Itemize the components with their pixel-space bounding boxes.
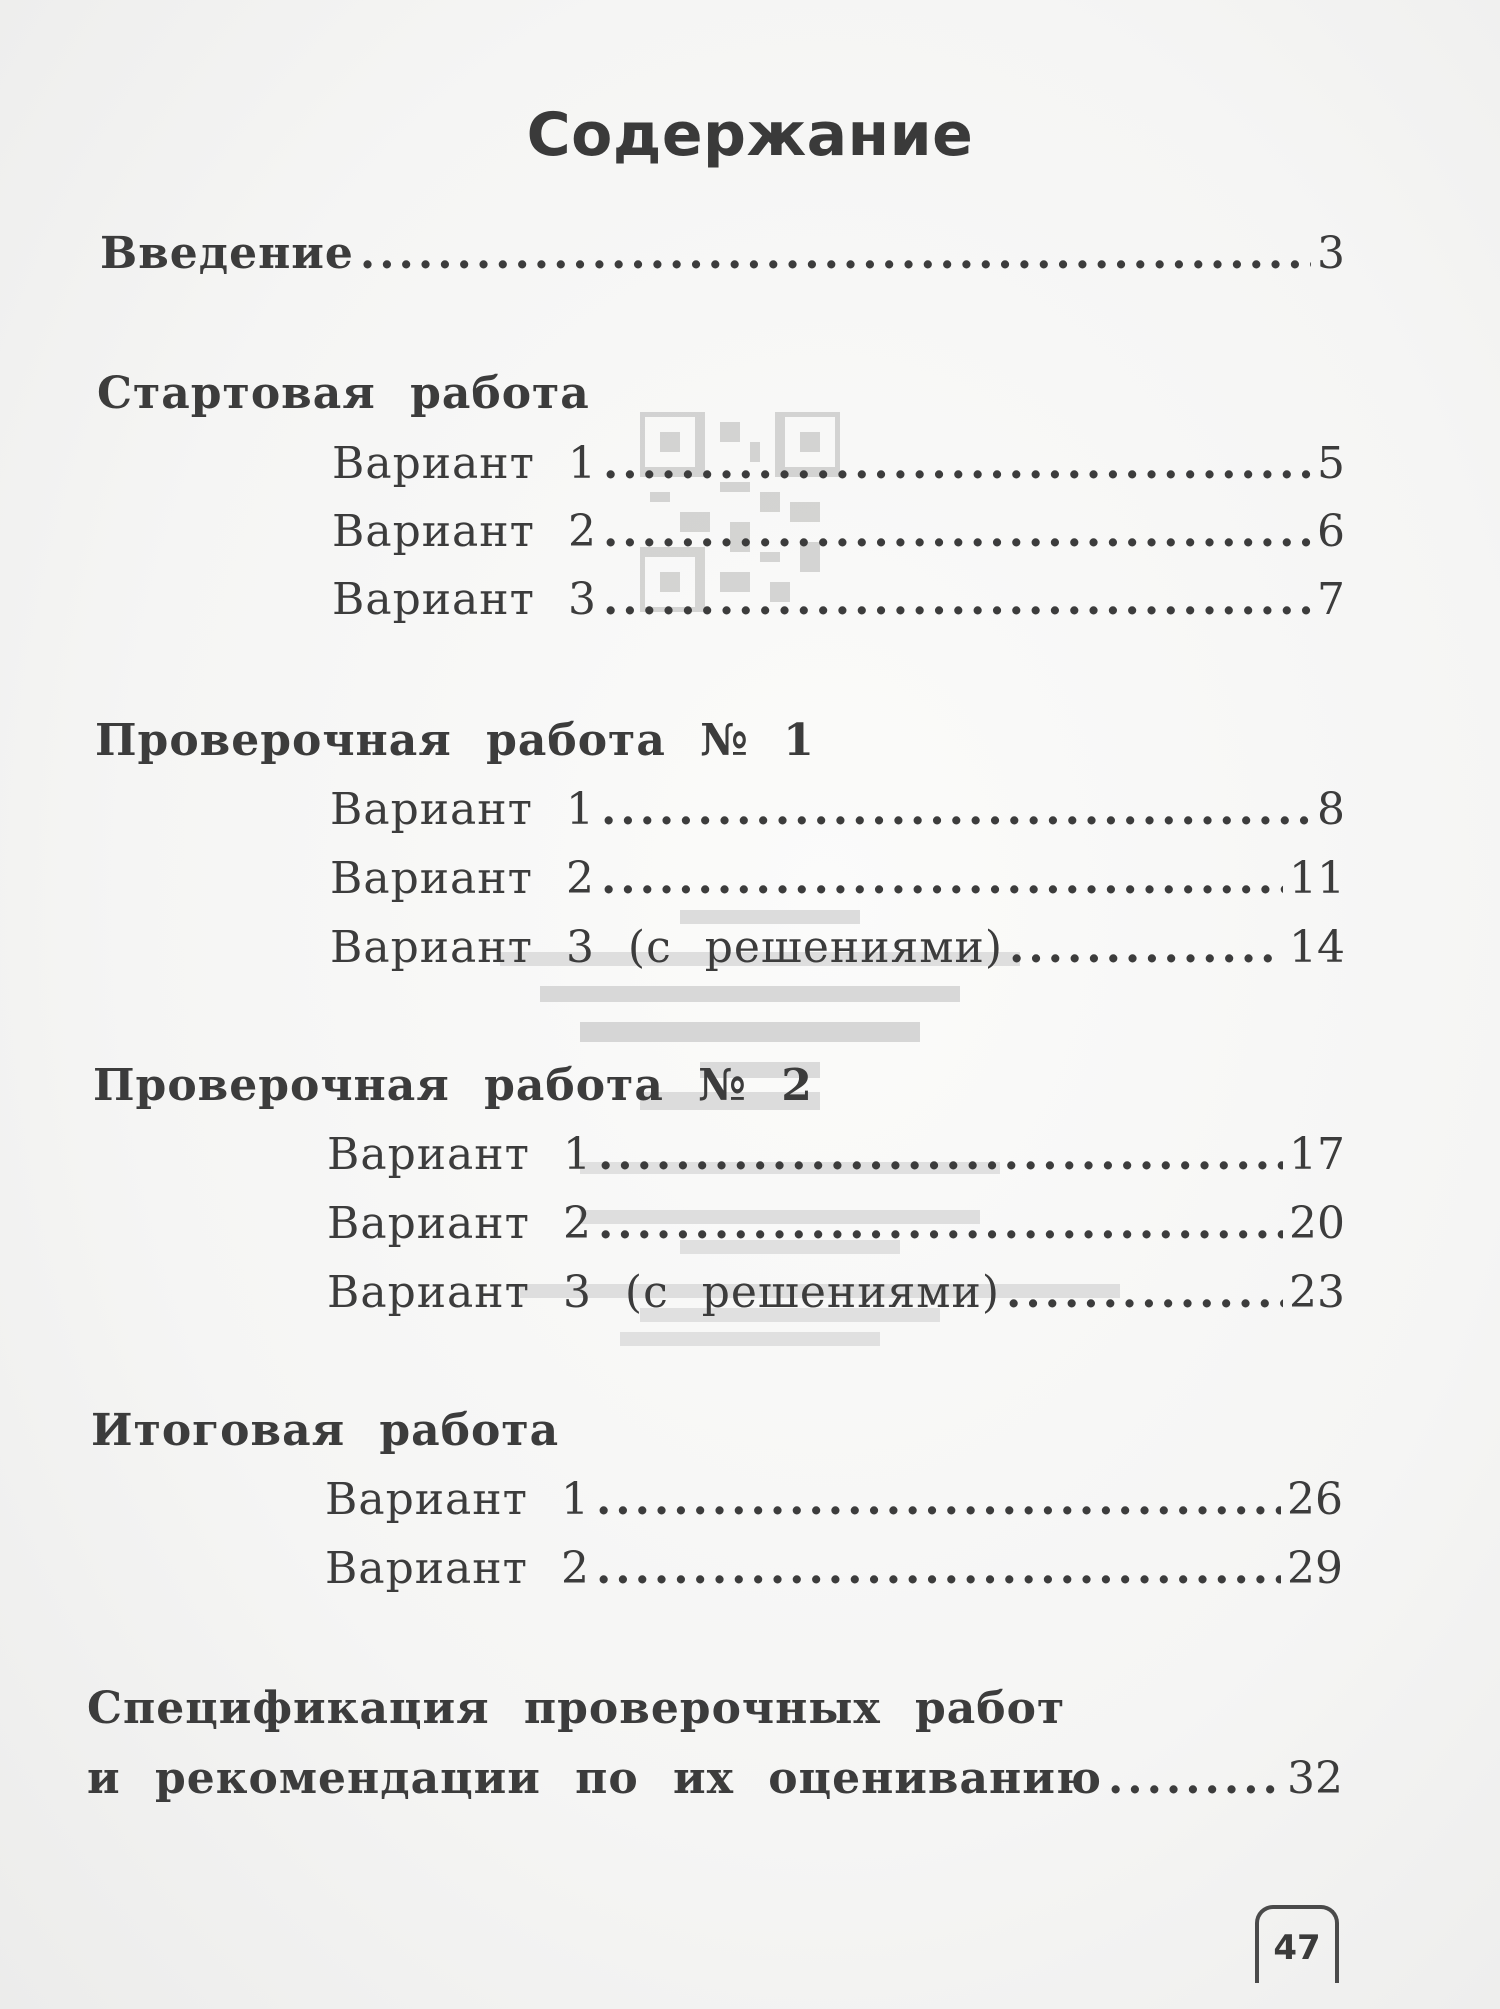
toc-entry-intro — [100, 228, 1345, 279]
toc-entry-label: Введение — [100, 228, 354, 279]
toc-entry — [327, 1129, 1345, 1180]
toc-entry — [325, 1474, 1343, 1525]
section-heading-check1: Проверочная работа № 1 — [95, 715, 815, 766]
toc-entry-label: Вариант 1 — [327, 1129, 592, 1180]
toc-entry — [330, 853, 1345, 904]
leader-dots — [1006, 1267, 1283, 1318]
leader-dots — [1009, 922, 1283, 973]
toc-entry — [330, 922, 1345, 973]
toc-entry-label: Вариант 2 — [332, 506, 597, 557]
toc-entry — [325, 1543, 1343, 1594]
leader-dots — [596, 1474, 1281, 1525]
toc-entry-spec — [87, 1753, 1343, 1804]
leader-dots — [603, 438, 1311, 489]
toc-entry-label: Вариант 1 — [332, 438, 597, 489]
toc-entry-page: 32 — [1287, 1753, 1343, 1804]
page-title: Содержание — [526, 100, 974, 170]
toc-entry — [332, 438, 1345, 489]
leader-dots — [601, 853, 1283, 904]
toc-entry-page: 11 — [1289, 853, 1345, 904]
toc-entry-page: 29 — [1287, 1543, 1343, 1594]
toc-entry-page: 23 — [1289, 1267, 1345, 1318]
toc-entry-label: Вариант 3 (с решениями) — [330, 922, 1003, 973]
section-heading-check2: Проверочная работа № 2 — [93, 1060, 813, 1111]
toc-entry — [332, 506, 1345, 557]
toc-entry-page: 17 — [1289, 1129, 1345, 1180]
leader-dots — [360, 228, 1311, 279]
section-heading-spec: Спецификация проверочных работ — [87, 1683, 1066, 1734]
leader-dots — [596, 1543, 1281, 1594]
leader-dots — [603, 506, 1311, 557]
toc-entry-label: Вариант 2 — [327, 1198, 592, 1249]
toc-entry — [330, 784, 1345, 835]
leader-dots — [598, 1198, 1283, 1249]
leader-dots — [603, 574, 1311, 625]
toc-entry — [327, 1267, 1345, 1318]
toc-entry-label: Вариант 3 — [332, 574, 597, 625]
toc-entry-label: Вариант 1 — [325, 1474, 590, 1525]
leader-dots — [601, 784, 1311, 835]
toc-entry-page: 3 — [1317, 228, 1345, 279]
toc-entry-page: 7 — [1317, 574, 1345, 625]
toc-entry — [327, 1198, 1345, 1249]
toc-entry-label: Вариант 2 — [325, 1543, 590, 1594]
leader-dots — [1108, 1753, 1281, 1804]
toc-entry-page: 5 — [1317, 438, 1345, 489]
toc-entry-label: и рекомендации по их оцениванию — [87, 1753, 1102, 1804]
page-number: 47 — [1255, 1905, 1339, 1983]
toc-entry-page: 20 — [1289, 1198, 1345, 1249]
section-heading-final: Итоговая работа — [91, 1405, 560, 1456]
toc-entry-page: 14 — [1289, 922, 1345, 973]
toc-entry-page: 26 — [1287, 1474, 1343, 1525]
toc-entry — [332, 574, 1345, 625]
toc-entry-label: Вариант 1 — [330, 784, 595, 835]
toc-entry-label: Вариант 2 — [330, 853, 595, 904]
section-heading-start: Стартовая работа — [97, 368, 590, 419]
toc-entry-page: 6 — [1317, 506, 1345, 557]
toc-entry-page: 8 — [1317, 784, 1345, 835]
leader-dots — [598, 1129, 1283, 1180]
toc-entry-label: Вариант 3 (с решениями) — [327, 1267, 1000, 1318]
